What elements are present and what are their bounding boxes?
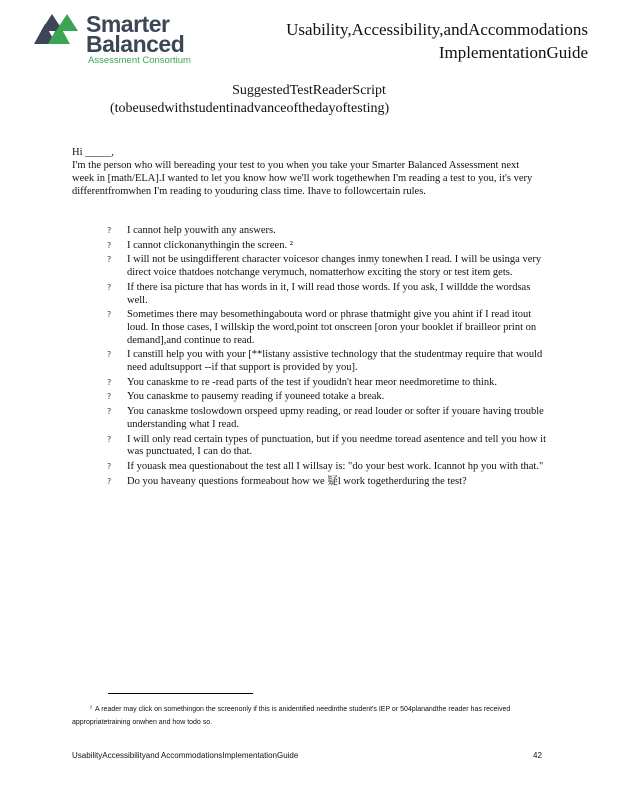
bullet-icon: ? (107, 377, 112, 387)
intro-paragraph: I'm the person who will bereading your test to you when you take your Smarter Balanced Assessment next week in [math/ELA].I wanted to let you know how we'll work togethewhen I'm reading a test to you, it's very differentfromwhen I'm reading to youduring class time. Ihave to followcertain rules. (72, 160, 533, 197)
bullet-icon: ? (107, 476, 112, 486)
rule-text: Do you haveany questions formeabout how we 疑l work togetherduring the test? (127, 475, 467, 487)
logo-mark-icon (34, 14, 84, 52)
footnote-text: A reader may click on somethingon the screenonly if this is anidentified needinthe student's IEP or 504planandthe reader has received appropriatetraining onwhen and how todo so. (72, 706, 511, 726)
rule-text: I will only read certain types of punctuation, but if you needme toread asentence and tell you how it was punctuated, I can do that. (127, 433, 546, 458)
rule-text: You canaskme to pausemy reading if youneed totake a break. (127, 391, 385, 403)
bullet-icon: ? (107, 255, 112, 265)
logo-text-line2: Balanced (86, 31, 185, 57)
header-title-line2: ImplementationGuide (438, 43, 588, 62)
rule-text: Sometimes there may besomethingabouta word or phrase thatmight give you ahint if I read itout loud. In those cases, I willskip the word,point tot onscreen [oron your booklet if brailleor print on demand],and continue to read. (127, 309, 537, 346)
rule-item (72, 476, 552, 489)
rules-list (72, 225, 552, 490)
bullet-icon: ? (107, 282, 112, 292)
rule-item (72, 406, 552, 431)
smarter-balanced-logo (34, 11, 191, 66)
logo-subtitle: Assessment Consortium (88, 55, 191, 66)
rule-item (72, 225, 552, 238)
page-number: 42 (533, 751, 542, 760)
document-title: SuggestedTestReaderScript (232, 83, 386, 98)
rule-item (72, 461, 552, 474)
footnote-mark: ² (90, 706, 92, 712)
bullet-icon: ? (107, 310, 112, 320)
rule-text: I cannot help youwith any answers. (127, 225, 276, 236)
bullet-icon: ? (107, 240, 112, 250)
rule-text: I canstill help you with your [**listany assistive technology that the studentmay require that would need adultsupport --if that support is provided by you]. (127, 349, 543, 374)
rule-text: You canaskme toslowdown orspeed upmy reading, or read louder or softer if youare having trouble understanding what I read. (127, 406, 544, 430)
header-title-line1: Usability,Accessibility,andAccommodations (286, 20, 588, 39)
rule-item (72, 254, 552, 279)
footer-guide-title: UsabilityAccessibilityand AccommodationsImplementationGuide (72, 751, 299, 760)
rule-text: I will not be usingdifferent character voicesor changes inmy tonewhen I read. I will be usinga very direct voice thatdoes notchange verymuch, nomatterhow exciting the story or test item gets. (127, 254, 542, 279)
bullet-icon: ? (107, 434, 112, 444)
bullet-icon: ? (107, 392, 112, 402)
rule-item (72, 377, 552, 390)
rule-item (72, 309, 552, 347)
rule-item (72, 391, 552, 404)
rule-text: You canaskme to re -read parts of the test if youdidn't hear meor needmoretime to think. (127, 376, 497, 388)
document-subtitle: (tobeusedwithstudentinadvanceofthedayoftesting) (110, 101, 390, 116)
bullet-icon: ? (107, 226, 112, 235)
bullet-icon: ? (107, 461, 112, 471)
intro-section (72, 146, 542, 198)
greeting: Hi _____, (72, 147, 114, 158)
logo-text-line1: Smarter (86, 11, 170, 37)
rule-text: If there isa picture that has words in it, I will read those words. If you ask, I willdde the wordsas well. (127, 281, 531, 306)
footnote-divider (108, 693, 253, 694)
rule-item (72, 282, 552, 307)
rule-text: I cannot clickonanythingin the screen. ² (127, 239, 293, 251)
rule-item (72, 349, 552, 374)
rule-item (72, 434, 552, 459)
rule-text: If youask mea questionabout the test all I willsay is: "do your best work. Icannot hp you with that." (127, 460, 544, 472)
header-title (286, 18, 588, 64)
rule-item (72, 240, 552, 253)
bullet-icon: ? (107, 407, 112, 417)
bullet-icon: ? (107, 350, 112, 360)
footnote (72, 703, 542, 729)
